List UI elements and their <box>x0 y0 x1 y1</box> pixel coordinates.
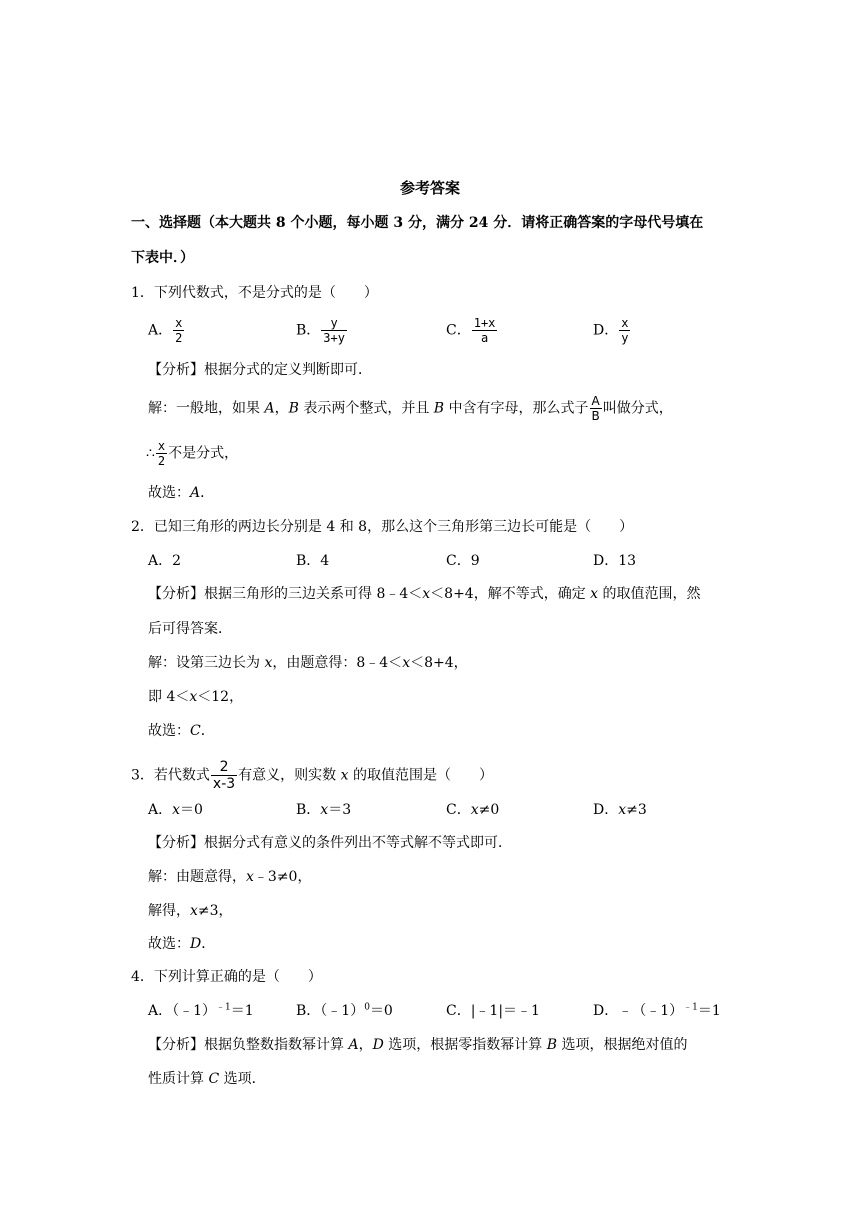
section-heading-line2: 下表中．） <box>131 250 194 266</box>
q4-analysis-line2: 性质计算 C 选项． <box>148 1071 266 1087</box>
q2-choice: 故选：C． <box>148 723 215 739</box>
q2-stem: 2．已知三角形的两边长分别是 4 和 8，那么这个三角形第三边长可能是（ ） <box>131 519 634 535</box>
q2-option-d: D．13 <box>593 553 637 569</box>
q3-option-b: B．x＝3 <box>296 802 352 818</box>
q2-analysis: 【分析】根据三角形的三边关系可得 8﹣4＜x＜8+4，解不等式，确定 x 的取值范围，然 <box>148 586 701 602</box>
q2-option-a: A．2 <box>148 553 182 569</box>
q3-option-c: C．x≠0 <box>446 802 500 818</box>
q1-conclusion: ∴ $\frac{x}{2}$ 不是分式， <box>146 439 239 468</box>
q1-option-c: C． $\frac{1+x}{a}$ <box>446 316 496 345</box>
q1-choice: 故选：A． <box>148 485 215 501</box>
q4-analysis: 【分析】根据负整数指数幂计算 A，D 选项，根据零指数幂计算 B 选项，根据绝对值的 <box>148 1037 688 1053</box>
q4-option-c: C．|﹣1|＝﹣1 <box>446 1003 540 1019</box>
q1-stem: 1．下列代数式，不是分式的是（ ） <box>131 285 378 301</box>
q3-option-a: A．x＝0 <box>148 802 203 818</box>
q4-option-a: A．（﹣1）$^{﹣1}$＝1 <box>148 1002 254 1019</box>
q2-option-c: C．9 <box>446 553 480 569</box>
section-heading-line1: 一、选择题（本大题共 8 个小题，每小题 3 分，满分 24 分．请将正确答案的字母代号填在 <box>131 215 704 231</box>
q3-choice: 故选：D． <box>148 936 216 952</box>
q1-solution: 解：一般地，如果 A，B 表示两个整式，并且 B 中含有字母，那么式子 $\frac{A}{B}$ 叫做分式， <box>148 394 673 423</box>
q2-solution: 解：设第三边长为 x，由题意得：8﹣4＜x＜8+4， <box>148 655 468 671</box>
q3-result: 解得，x≠3， <box>148 903 233 919</box>
q3-analysis: 【分析】根据分式有意义的条件列出不等式解不等式即可． <box>148 835 512 851</box>
q1-option-a: A． $\frac{x}{2}$ <box>148 316 183 345</box>
page-title: 参考答案 <box>399 179 460 197</box>
q2-option-b: B．4 <box>296 553 330 569</box>
q4-option-b: B．（﹣1）$^0$＝0 <box>296 1002 393 1019</box>
q1-option-b: B． $\frac{y}{3+y}$ <box>296 316 345 345</box>
q3-solution: 解：由题意得，x﹣3≠0， <box>148 869 312 885</box>
q1-option-d: D． $\frac{x}{y}$ <box>593 316 629 345</box>
q2-inequality: 即 4＜x＜12， <box>148 689 244 705</box>
q2-analysis-line2: 后可得答案． <box>148 621 232 637</box>
q4-option-d: D．﹣（﹣1）$^{﹣1}$＝1 <box>593 1002 721 1019</box>
q3-stem: 3．若代数式 $\frac{2}{x-3}$ 有意义，则实数 x 的取值范围是（ ） <box>131 759 493 792</box>
q3-option-d: D．x≠3 <box>593 802 647 818</box>
q1-analysis: 【分析】根据分式的定义判断即可． <box>148 362 372 378</box>
q4-stem: 4．下列计算正确的是（ ） <box>131 969 322 985</box>
